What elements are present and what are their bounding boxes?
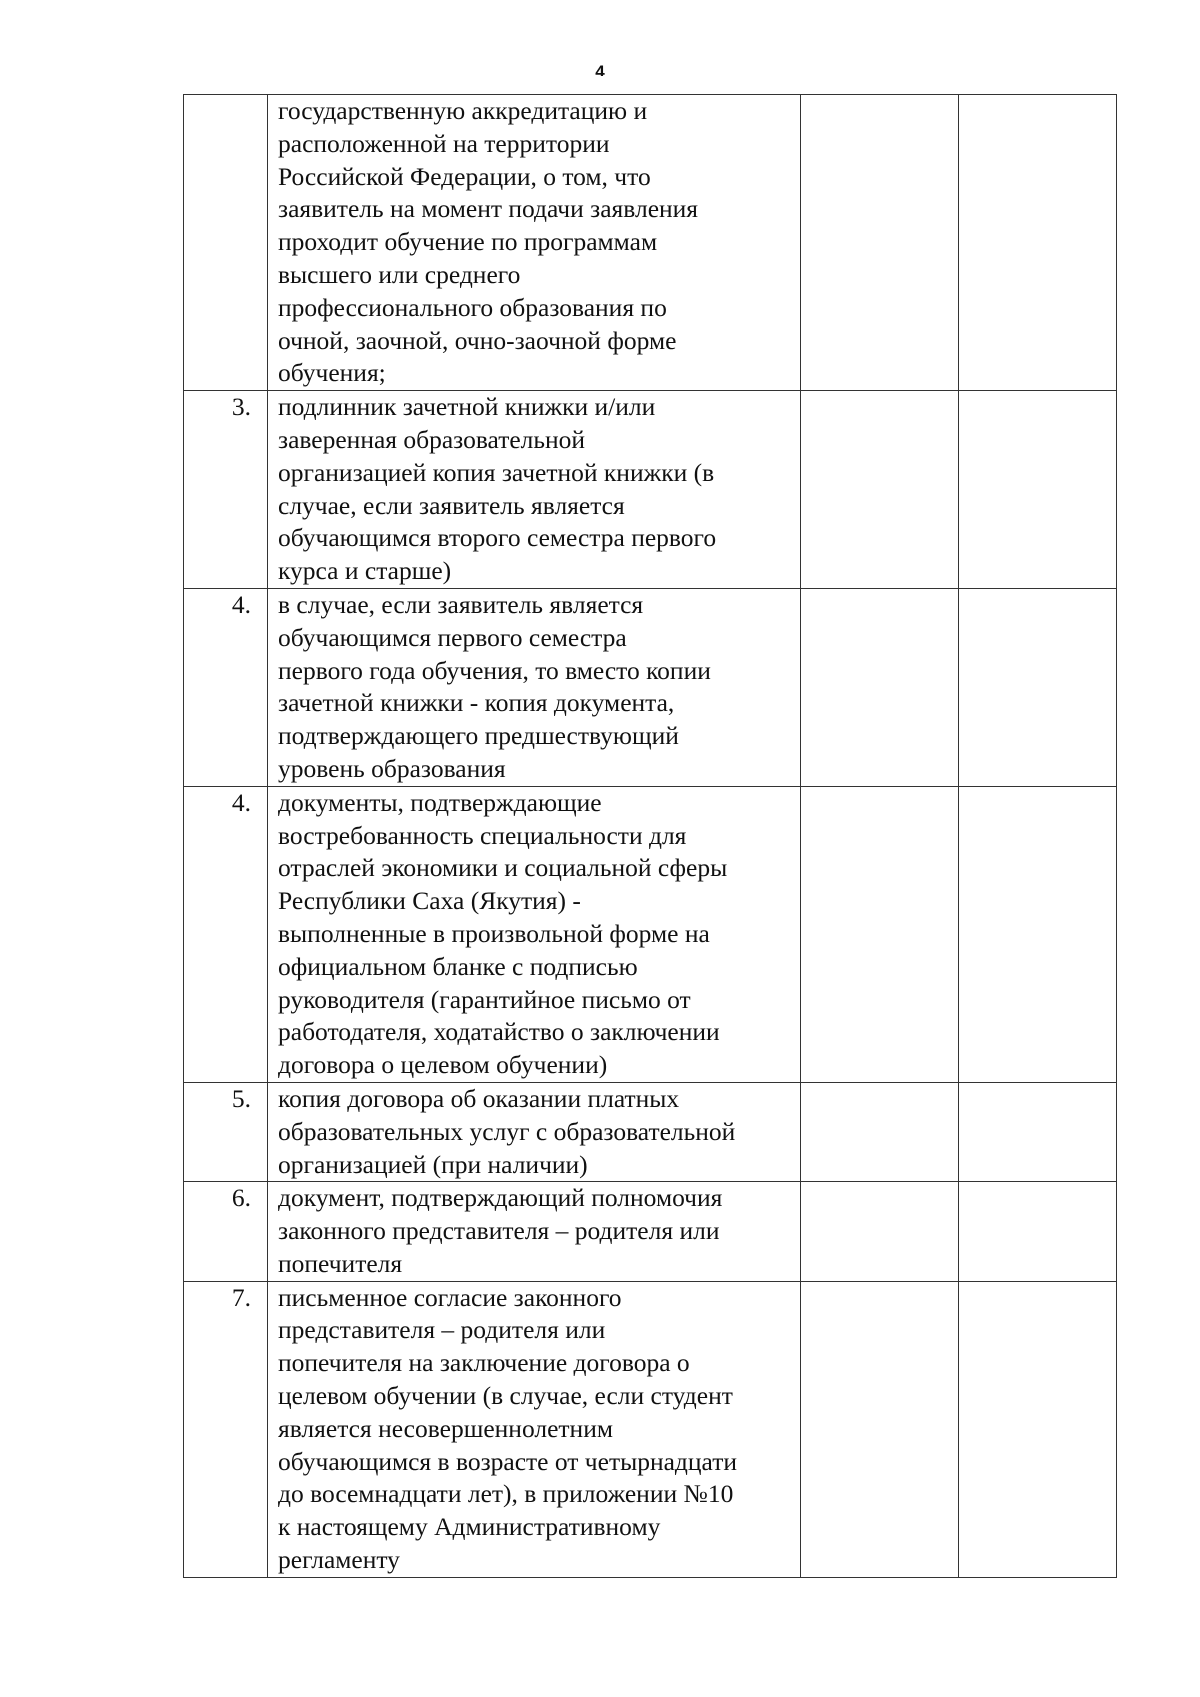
- description-line: целевом обучении (в случае, если студент: [278, 1381, 733, 1411]
- table-row: [184, 391, 1117, 589]
- description-line: обучения;: [278, 358, 386, 388]
- description-line: проходит обучение по программам: [278, 227, 658, 257]
- description-line: документ, подтверждающий полномочия: [278, 1183, 723, 1213]
- empty-cell: [801, 1082, 959, 1181]
- table-row: [184, 786, 1117, 1082]
- description-line: организацией (при наличии): [278, 1149, 588, 1179]
- empty-cell: [959, 786, 1117, 1082]
- description-line: заявитель на момент подачи заявления: [278, 194, 699, 224]
- empty-cell: [959, 1082, 1117, 1181]
- empty-cell: [801, 95, 959, 391]
- description-line: Республики Саха (Якутия) -: [278, 886, 581, 916]
- description-line: к настоящему Административному: [278, 1512, 661, 1542]
- row-number: 4.: [184, 588, 268, 786]
- table-row: [184, 1281, 1117, 1577]
- description-line: зачетной книжки - копия документа,: [278, 688, 675, 718]
- documents-table-body: [184, 95, 1117, 1578]
- description-line: договора о целевом обучении): [278, 1050, 608, 1080]
- description-line: заверенная образовательной: [278, 424, 586, 454]
- description-line: отраслей экономики и социальной сферы: [278, 853, 728, 883]
- empty-cell: [801, 1182, 959, 1281]
- description-line: уровень образования: [278, 753, 506, 783]
- documents-table: [183, 94, 1117, 1578]
- empty-cell: [801, 391, 959, 589]
- row-description: [268, 786, 801, 1082]
- empty-cell: [801, 588, 959, 786]
- description-line: попечителя: [278, 1248, 403, 1278]
- description-line: официальном бланке с подписью: [278, 951, 638, 981]
- row-description: [268, 1182, 801, 1281]
- empty-cell: [959, 391, 1117, 589]
- description-line: в случае, если заявитель является: [278, 589, 644, 619]
- description-line: копия договора об оказании платных: [278, 1083, 680, 1113]
- description-line: организацией копия зачетной книжки (в: [278, 457, 715, 487]
- empty-cell: [959, 1182, 1117, 1281]
- description-line: высшего или среднего: [278, 259, 521, 289]
- description-line: профессионального образования по: [278, 292, 667, 322]
- row-number: 6.: [184, 1182, 268, 1281]
- description-line: до восемнадцати лет), в приложении №10: [278, 1479, 734, 1509]
- row-number: 7.: [184, 1281, 268, 1577]
- description-line: обучающимся второго семестра первого: [278, 523, 717, 553]
- row-number: [184, 95, 268, 391]
- empty-cell: [801, 1281, 959, 1577]
- description-line: подлинник зачетной книжки и/или: [278, 392, 656, 422]
- row-description: [268, 1082, 801, 1181]
- description-line: представителя – родителя или: [278, 1315, 606, 1345]
- description-line: руководителя (гарантийное письмо от: [278, 984, 691, 1014]
- empty-cell: [959, 588, 1117, 786]
- row-number: 3.: [184, 391, 268, 589]
- row-number: 4.: [184, 786, 268, 1082]
- table-row: [184, 1082, 1117, 1181]
- description-line: является несовершеннолетним: [278, 1413, 613, 1443]
- description-line: регламенту: [278, 1545, 400, 1575]
- table-row: [184, 1182, 1117, 1281]
- description-line: письменное согласие законного: [278, 1282, 622, 1312]
- empty-cell: [801, 786, 959, 1082]
- row-description: [268, 391, 801, 589]
- description-line: случае, если заявитель является: [278, 490, 625, 520]
- description-line: очной, заочной, очно-заочной форме: [278, 325, 677, 355]
- description-line: первого года обучения, то вместо копии: [278, 655, 711, 685]
- description-line: расположенной на территории: [278, 128, 610, 158]
- table-row: [184, 588, 1117, 786]
- description-line: законного представителя – родителя или: [278, 1216, 720, 1246]
- description-line: образовательных услуг с образовательной: [278, 1116, 736, 1146]
- row-description: [268, 1281, 801, 1577]
- row-description: [268, 588, 801, 786]
- empty-cell: [959, 95, 1117, 391]
- description-line: документы, подтверждающие: [278, 787, 602, 817]
- description-line: подтверждающего предшествующий: [278, 721, 679, 751]
- description-line: попечителя на заключение договора о: [278, 1348, 690, 1378]
- description-line: выполненные в произвольной форме на: [278, 918, 710, 948]
- description-line: государственную аккредитацию и: [278, 96, 648, 125]
- description-line: курса и старше): [278, 556, 452, 586]
- description-line: востребованность специальности для: [278, 820, 687, 850]
- empty-cell: [959, 1281, 1117, 1577]
- row-description: [268, 95, 801, 391]
- page-number: 4: [595, 62, 605, 76]
- description-line: обучающимся первого семестра: [278, 622, 627, 652]
- row-number: 5.: [184, 1082, 268, 1181]
- description-line: Российской Федерации, о том, что: [278, 161, 651, 191]
- description-line: работодателя, ходатайство о заключении: [278, 1017, 720, 1047]
- description-line: обучающимся в возрасте от четырнадцати: [278, 1446, 737, 1476]
- table-row: [184, 95, 1117, 391]
